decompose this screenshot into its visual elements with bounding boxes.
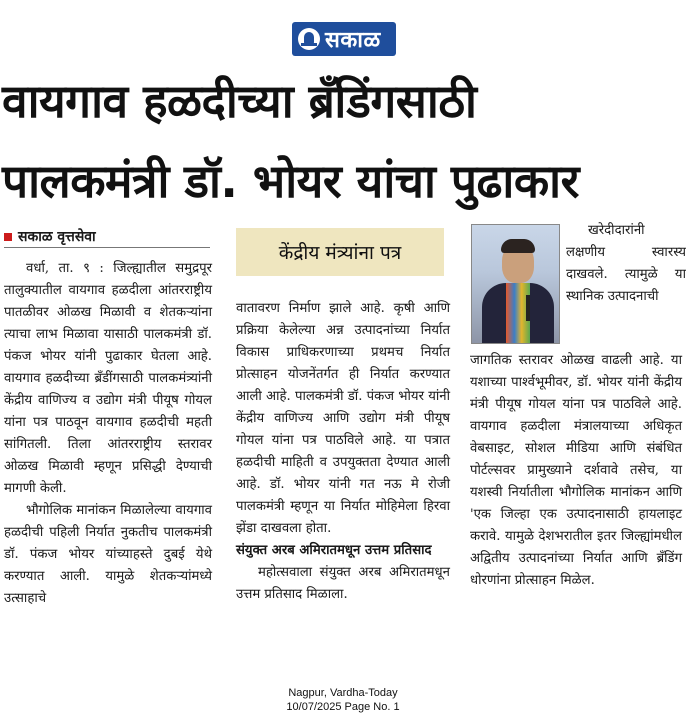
headline-line-1: वायगाव हळदीच्या ब्रँडिंगसाठी <box>2 74 477 128</box>
column-3-beside-photo: खरेदीदारांनी लक्षणीय स्वारस्य दाखवले. त्यामुळे या स्थानिक उत्पादनाची <box>566 223 686 304</box>
column-3-paragraph-1: जागतिक स्तरावर ओळख वाढली आहे. या यशाच्या पार्श्वभूमीवर, डॉ. भोयर यांनी केंद्रीय मंत्री पीयूष गोयल यांना पत्र पाठविले आहे. वायगाव हळदीला मंत्रालयाच्या अधिकृत वेबसाइट, सोशल मीडिया आणि संबंधित पोर्टल्सवर प्रामुख्याने दर्शवावे तसेच, या यशस्वी निर्यातीला भौगोलिक मानांकन आणि 'एक जिल्हा एक उत्पादनासाठी हायलाइट करावे. यामुळे देशभरातील इतर जिल्ह्यांमधील अद्वितीय उत्पादनांच्या निर्यात आणि ब्रँडिंग धोरणांना प्रोत्साहन मिळेल. <box>470 353 682 588</box>
lamp-icon <box>298 28 320 50</box>
subheading-box <box>236 228 444 276</box>
newspaper-logo <box>292 22 396 56</box>
minister-photo <box>471 224 560 344</box>
microphone-icon <box>526 295 530 321</box>
article-column-2 <box>236 298 450 606</box>
photo-hair-shape <box>501 239 535 253</box>
article-column-1 <box>4 258 212 610</box>
page-footer <box>268 686 418 714</box>
byline <box>4 226 210 248</box>
column-1-paragraph-2: भौगोलिक मानांकन मिळालेल्या वायगाव हळदीची पहिली निर्यात नुकतीच पालकमंत्री डॉ. पंकज भोयर यांच्याहस्ते दुबई येथे करण्यात आली. यामुळे शेतकऱ्यांमध्ये उत्साहाचे <box>4 503 212 606</box>
article-column-3 <box>470 350 682 592</box>
square-bullet-icon <box>4 233 12 241</box>
headline-line-2: पालकमंत्री डॉ. भोयर यांचा पुढाकार <box>2 154 579 208</box>
article-column-3-top <box>566 220 686 308</box>
subheading-text: केंद्रीय मंत्र्यांना पत्र <box>278 242 402 264</box>
column-2-paragraph-2: महोत्सवाला संयुक्त अरब अमिरातमधून उत्तम प्रतिसाद मिळाला. <box>236 565 450 602</box>
column-1-paragraph-1: वर्धा, ता. ९ : जिल्ह्यातील समुद्रपूर तालुक्यातील वायगाव हळदीला आंतरराष्ट्रीय पातळीवर ओळख मिळावी व शेतकऱ्यांना त्याचा लाभ मिळावा यासाठी पालकमंत्री डॉ. पंकज भोयर यांनी पुढाकार घेतला आहे. वायगाव हळदीच्या ब्रँडींगसाठी पालकमंत्र्यांनी केंद्रीय वाणिज्य व उद्योग मंत्री पीयूष गोयल यांना पत्र पाठवून वायगाव हळदीची महती सांगितली. तिला आंतरराष्ट्रीय स्तरावर ओळख मिळावी म्हणून प्रसिद्धी देण्याची मागणी केली. <box>4 261 212 496</box>
column-2-subheading: संयुक्त अरब अमिरातमधून उत्तम प्रतिसाद <box>236 543 432 558</box>
footer-edition: Nagpur, Vardha-Today <box>288 687 398 699</box>
byline-text: सकाळ वृत्तसेवा <box>18 229 96 245</box>
footer-date-page: 10/07/2025 Page No. 1 <box>286 701 400 713</box>
logo-text: सकाळ <box>325 28 381 53</box>
column-2-paragraph-1: वातावरण निर्माण झाले आहे. कृषी आणि प्रक्रिया केलेल्या अन्न उत्पादनांच्या निर्यात विकास प्राधिकरणाच्या प्रथमच निर्यात प्रोत्साहन योजनेंतर्गत ही निर्यात करण्यात आली आहे. पालकमंत्री डॉ. पंकज भोयर यांनी केंद्रीय वाणिज्य आणि उद्योग मंत्री पीयूष गोयल यांना पत्र पाठविले आहे. या पत्रात हळदीची माहिती व उपयुक्तता देण्यात आली आहे. डॉ. भोयर यांनी गत नऊ मे रोजी पालकमंत्री म्हणून या निर्यात मोहिमेला हिरवा झेंडा दाखवला होता. <box>236 301 450 536</box>
